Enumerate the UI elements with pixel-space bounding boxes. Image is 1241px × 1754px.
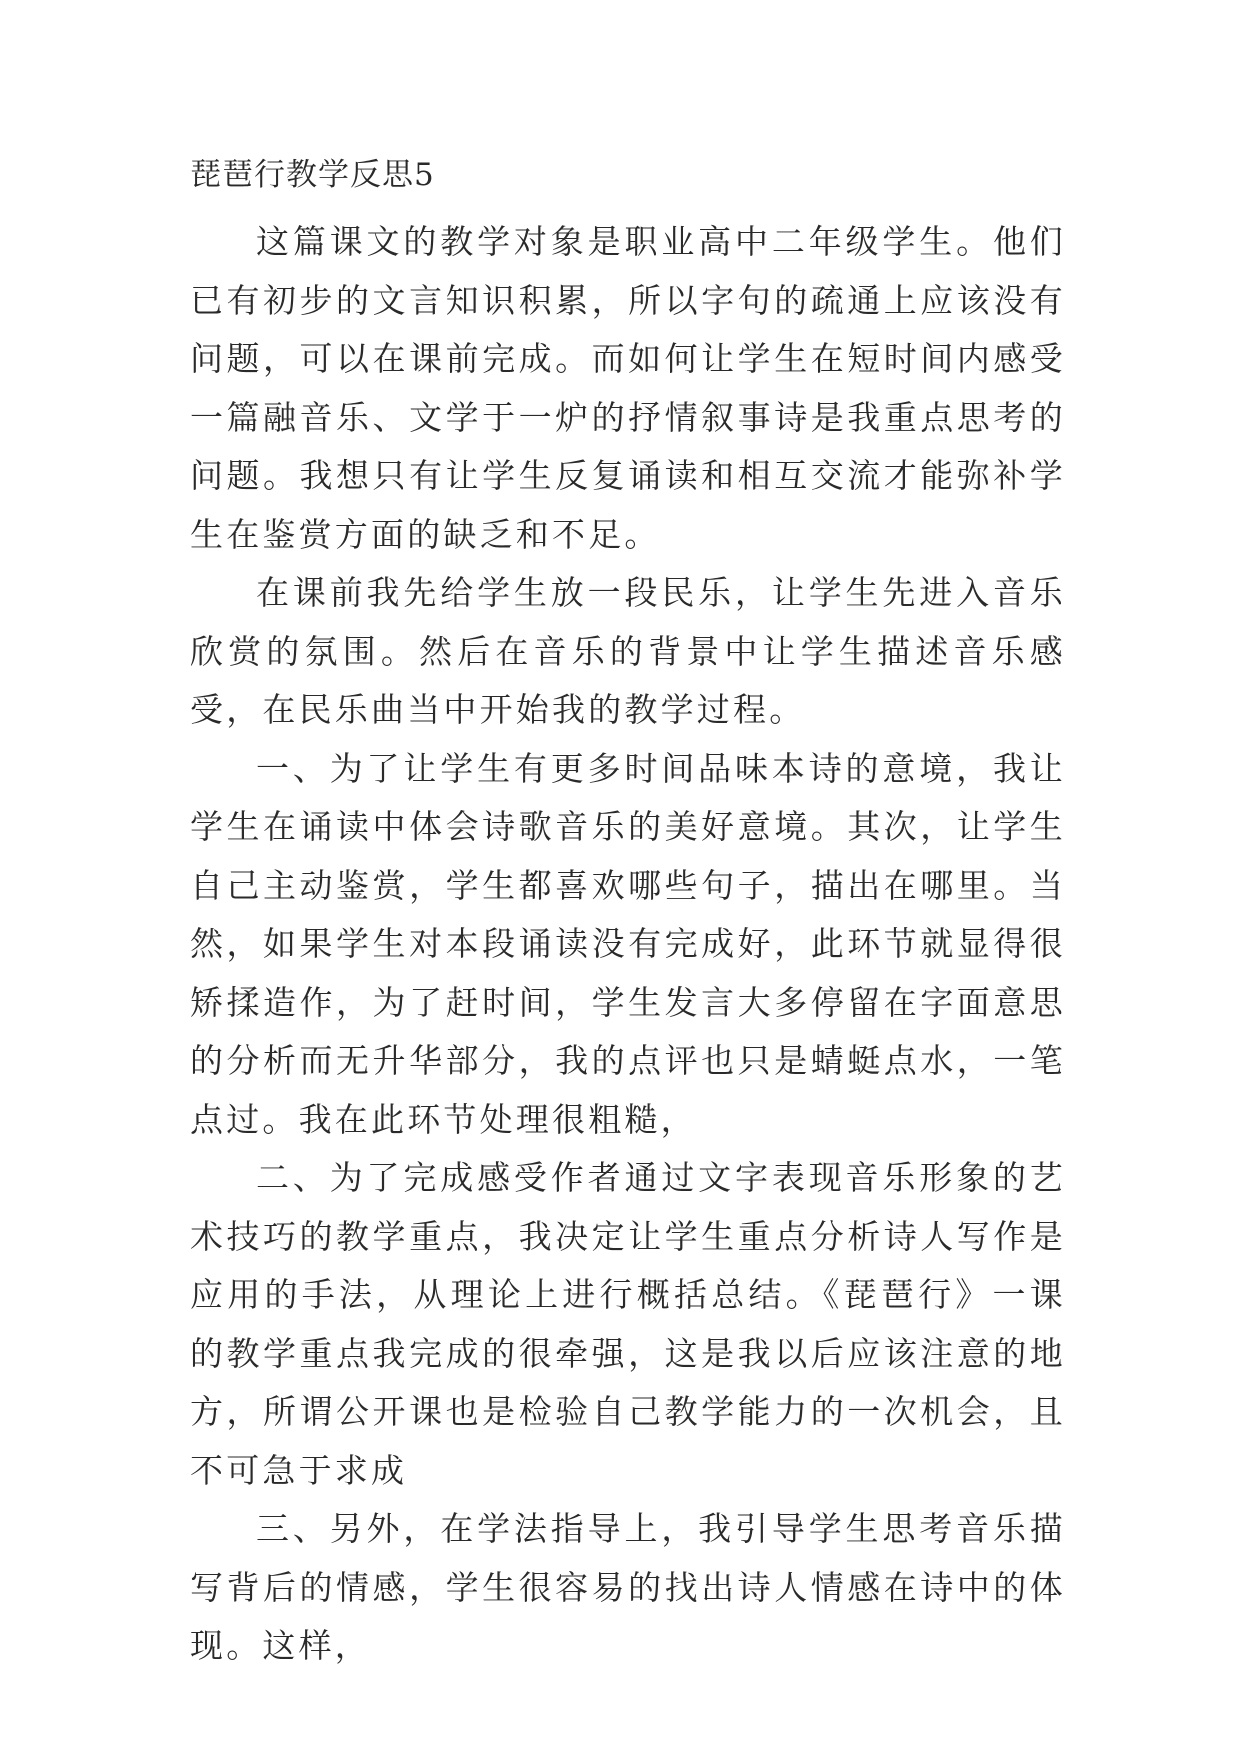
document-body [190, 155, 1066, 1676]
document-title: 琵琶行教学反思5 [190, 157, 435, 193]
paragraph-pre-class: 在课前我先给学生放一段民乐，让学生先进入音乐欣赏的氛围。然后在音乐的背景中让学生描述音乐感受，在民乐曲当中开始我的教学过程。 [190, 573, 1066, 729]
paragraph-point-two: 二、为了完成感受作者通过文字表现音乐形象的艺术技巧的教学重点，我决定让学生重点分析诗人写作是应用的手法，从理论上进行概括总结。《琵琶行》一课的教学重点我完成的很牵强，这是我以后应该注意的地方，所谓公开课也是检验自己教学能力的一次机会，且不可急于求成 [190, 1158, 1066, 1490]
paragraph-point-three: 三、另外，在学法指导上，我引导学生思考音乐描写背后的情感，学生很容易的找出诗人情感在诗中的体现。这样， [190, 1509, 1066, 1665]
paragraph-intro: 这篇课文的教学对象是职业高中二年级学生。他们已有初步的文言知识积累，所以字句的疏通上应该没有问题，可以在课前完成。而如何让学生在短时间内感受一篇融音乐、文学于一炉的抒情叙事诗是我重点思考的问题。我想只有让学生反复诵读和相互交流才能弥补学生在鉴赏方面的缺乏和不足。 [190, 222, 1066, 554]
paragraph-point-one: 一、为了让学生有更多时间品味本诗的意境，我让学生在诵读中体会诗歌音乐的美好意境。其次，让学生自己主动鉴赏，学生都喜欢哪些句子，描出在哪里。当然，如果学生对本段诵读没有完成好，此环节就显得很矫揉造作，为了赶时间，学生发言大多停留在字面意思的分析而无升华部分，我的点评也只是蜻蜓点水，一笔点过。我在此环节处理很粗糙， [190, 748, 1066, 1139]
